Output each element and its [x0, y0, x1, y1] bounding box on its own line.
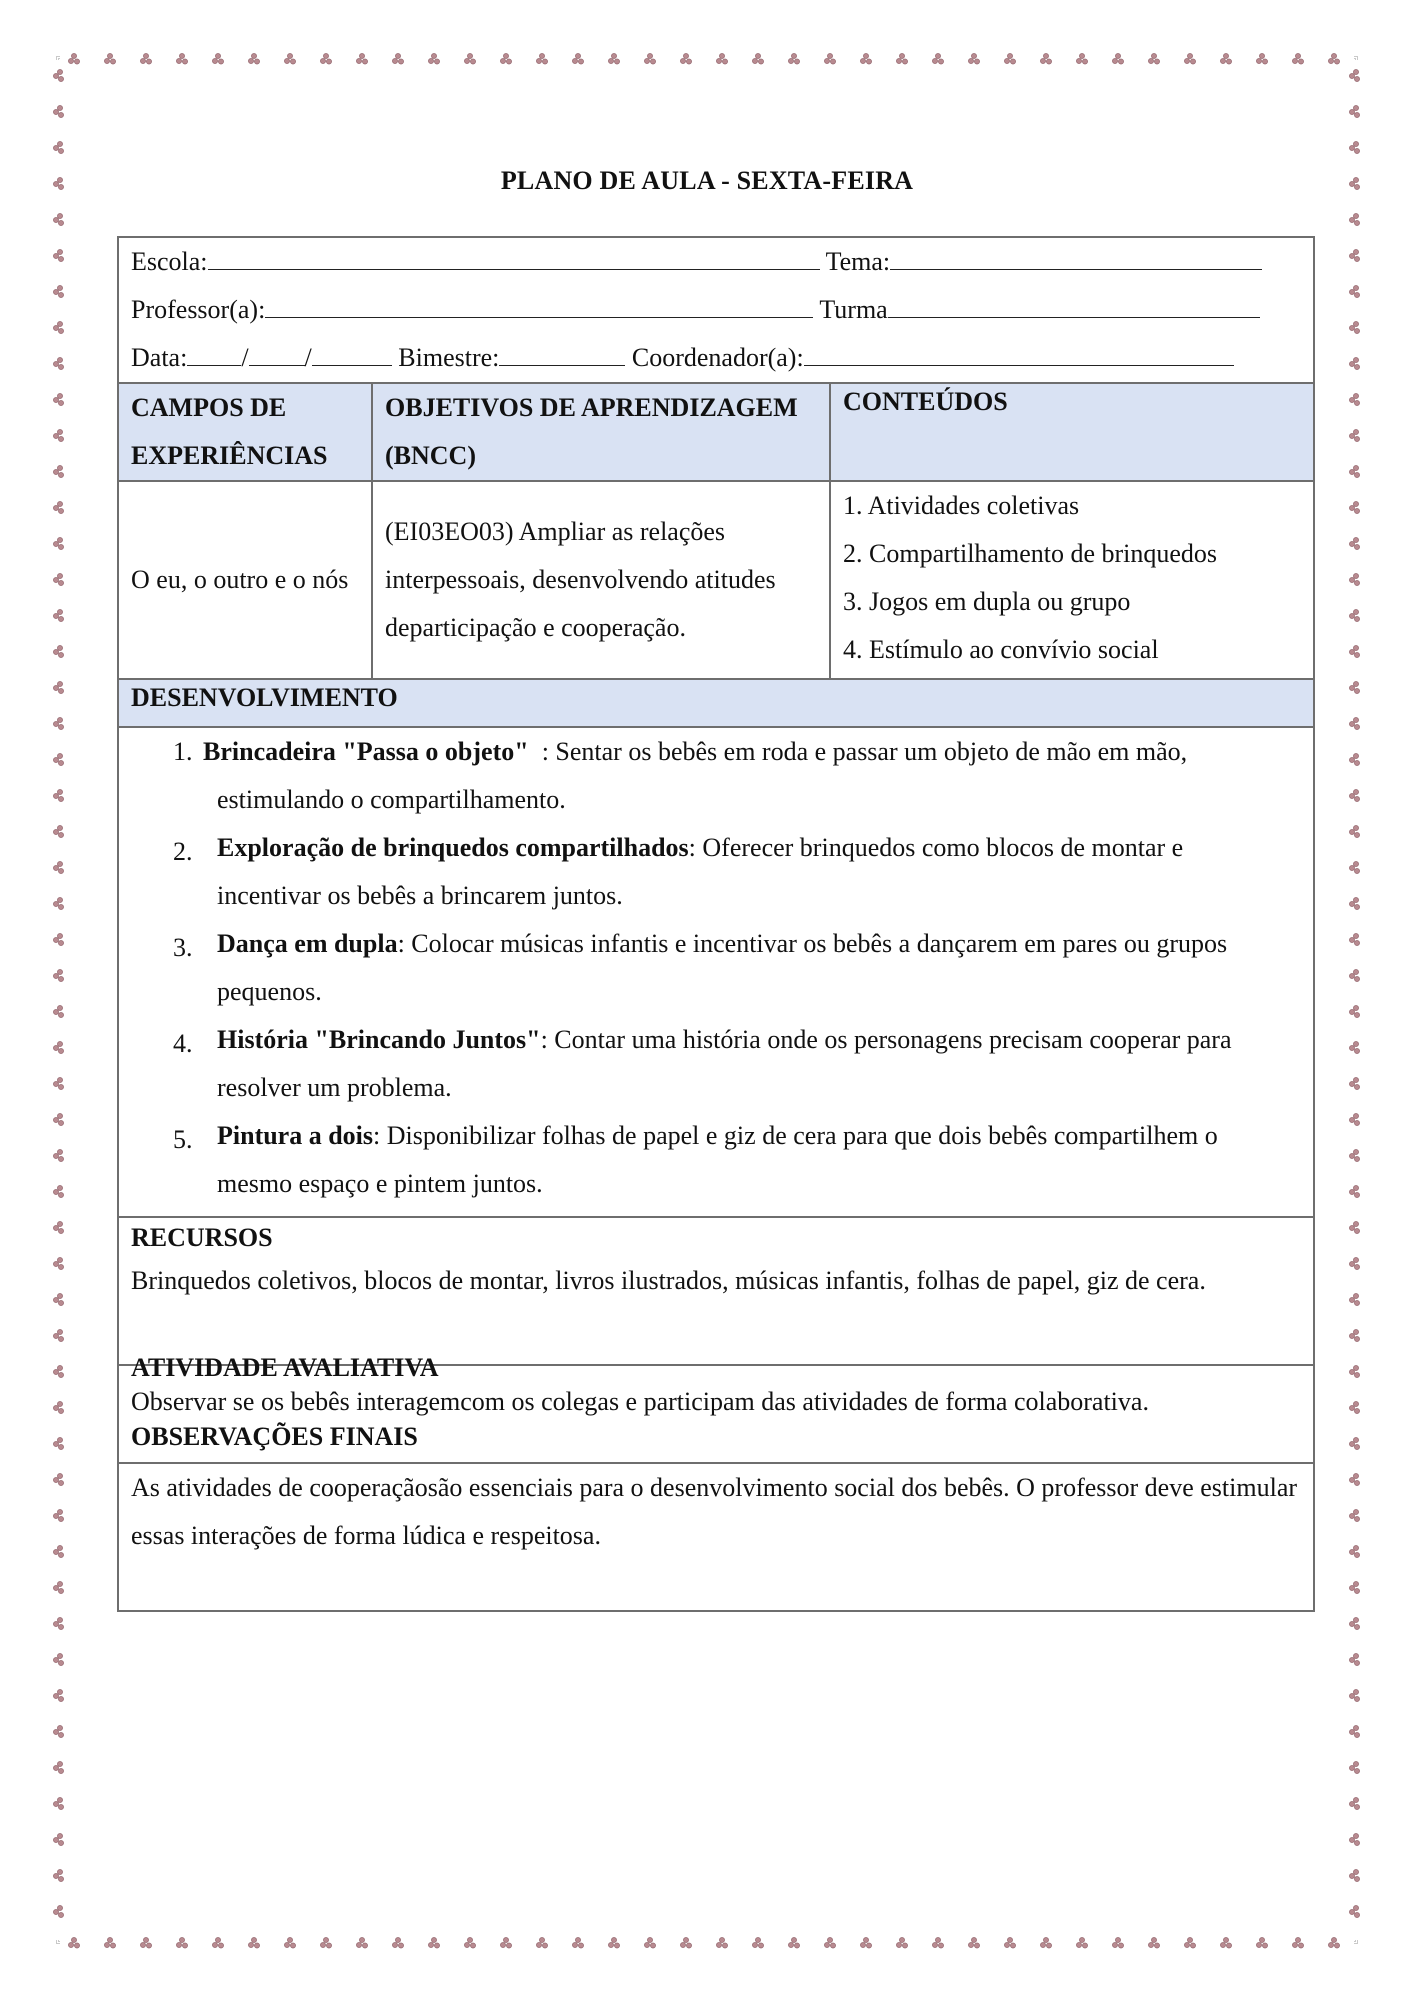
recursos-cell: [118, 1217, 1314, 1365]
professor-turma-line: [131, 286, 1301, 334]
data-day-field[interactable]: [187, 335, 241, 366]
col-header-objetivos: OBJETIVOS DE APRENDIZAGEM (BNCC): [372, 383, 830, 481]
avaliativa-heading: ATIVIDADE AVALIATIVA: [131, 1353, 439, 1382]
recursos-heading: RECURSOS: [131, 1223, 273, 1252]
data-month-field[interactable]: [249, 335, 305, 366]
item-title: História "Brincando Juntos": [217, 1025, 541, 1054]
coordenador-field[interactable]: [804, 335, 1234, 366]
bimestre-label: Bimestre:: [398, 343, 500, 372]
desenvolvimento-cell: [118, 727, 1314, 1217]
professor-label: Professor(a):: [131, 295, 266, 324]
item-number: 2.: [173, 837, 193, 866]
observacoes-text: As atividades de cooperaçãosão essenciais para o desenvolvimento social dos bebês. O professor deve estimular essas interações de forma lúdica e respeitosa.: [131, 1473, 1298, 1550]
observacoes-row: [118, 1463, 1314, 1611]
tema-field[interactable]: [890, 239, 1262, 270]
item-text: : Oferecer brinquedos como blocos de montar e incentivar os bebês a brincarem juntos.: [217, 833, 1184, 910]
conteudo-item: 3. Jogos em dupla ou grupo: [843, 587, 1131, 616]
date-separator: /: [304, 343, 312, 372]
bimestre-field[interactable]: [499, 335, 625, 366]
tema-label: Tema:: [825, 247, 891, 276]
item-number: 5.: [173, 1125, 193, 1154]
coordenador-label: Coordenador(a):: [631, 343, 804, 372]
conteudo-item: 1. Atividades coletivas: [843, 491, 1080, 520]
content-row: [118, 481, 1314, 679]
recursos-text: Brinquedos coletivos, blocos de montar, livros ilustrados, músicas infantis, folhas de papel, giz de cera.: [131, 1266, 1206, 1295]
item-text: : Colocar músicas infantis e incentivar os bebês a dançarem em pares ou grupos pequenos.: [217, 929, 1228, 1006]
header-info-row: [118, 237, 1314, 383]
turma-label: Turma: [819, 295, 888, 324]
avaliativa-text: Observar se os bebês interagemcom os colegas e participam das atividades de forma colaborativa.: [131, 1387, 1149, 1416]
col-header-campos: CAMPOS DE EXPERIÊNCIAS: [118, 383, 372, 481]
conteudos-list: [843, 482, 1301, 674]
professor-field[interactable]: [265, 287, 813, 318]
observacoes-heading: OBSERVAÇÕES FINAIS: [131, 1422, 418, 1451]
data-label: Data:: [131, 343, 188, 372]
turma-field[interactable]: [888, 287, 1260, 318]
page-title: PLANO DE AULA - SEXTA-FEIRA: [500, 166, 914, 195]
item-title: Brincadeira "Passa o objeto": [203, 737, 529, 766]
desenvolvimento-item: [131, 824, 1301, 920]
desenvolvimento-item: [131, 1112, 1301, 1208]
item-number: 1.: [173, 737, 193, 766]
recursos-row: [118, 1217, 1314, 1365]
lesson-plan-table: [117, 236, 1315, 1612]
item-title: Dança em dupla: [217, 929, 398, 958]
desenvolvimento-list: [131, 728, 1301, 1216]
conteudo-item: 2. Compartilhamento de brinquedos: [843, 539, 1218, 568]
item-title: Pintura a dois: [217, 1121, 374, 1150]
conteudo-item: 4. Estímulo ao convívio social: [843, 635, 1159, 664]
campo-cell: O eu, o outro e o nós: [118, 481, 372, 679]
item-text: : Sentar os bebês em roda e passar um objeto de mão em mão, estimulando o compartilhamento.: [217, 737, 1194, 814]
avaliativa-row: [118, 1365, 1314, 1463]
escola-tema-line: [131, 238, 1301, 286]
data-year-field[interactable]: [312, 335, 392, 366]
item-number: 3.: [173, 933, 193, 962]
item-text: : Contar uma história onde os personagens precisam cooperar para resolver um problema.: [217, 1025, 1232, 1102]
objetivo-cell: (EI03EO03) Ampliar as relações interpessoais, desenvolvendo atitudes departicipação e cooperação.: [372, 481, 830, 679]
desenvolvimento-item: [131, 920, 1301, 1016]
desenvolvimento-row: [118, 727, 1314, 1217]
item-number: 4.: [173, 1029, 193, 1058]
date-separator: /: [241, 343, 249, 372]
desenvolvimento-heading: DESENVOLVIMENTO: [118, 679, 1314, 727]
item-title: Exploração de brinquedos compartilhados: [217, 833, 689, 862]
escola-field[interactable]: [208, 239, 820, 270]
item-text: : Disponibilizar folhas de papel e giz de cera para que dois bebês compartilhem o mesmo espaço e pintem juntos.: [217, 1121, 1218, 1198]
conteudos-cell: [830, 481, 1314, 679]
col-header-conteudos: CONTEÚDOS: [830, 383, 1314, 481]
desenvolvimento-item: [131, 728, 1301, 824]
header-info-cell: [118, 237, 1314, 383]
avaliativa-cell: [118, 1353, 1314, 1463]
desenvolvimento-header-row: [118, 679, 1314, 727]
observacoes-cell: [118, 1463, 1314, 1611]
column-header-row: [118, 383, 1314, 481]
escola-label: Escola:: [131, 247, 208, 276]
data-bimestre-coordenador-line: [131, 334, 1301, 382]
desenvolvimento-item: [131, 1016, 1301, 1112]
